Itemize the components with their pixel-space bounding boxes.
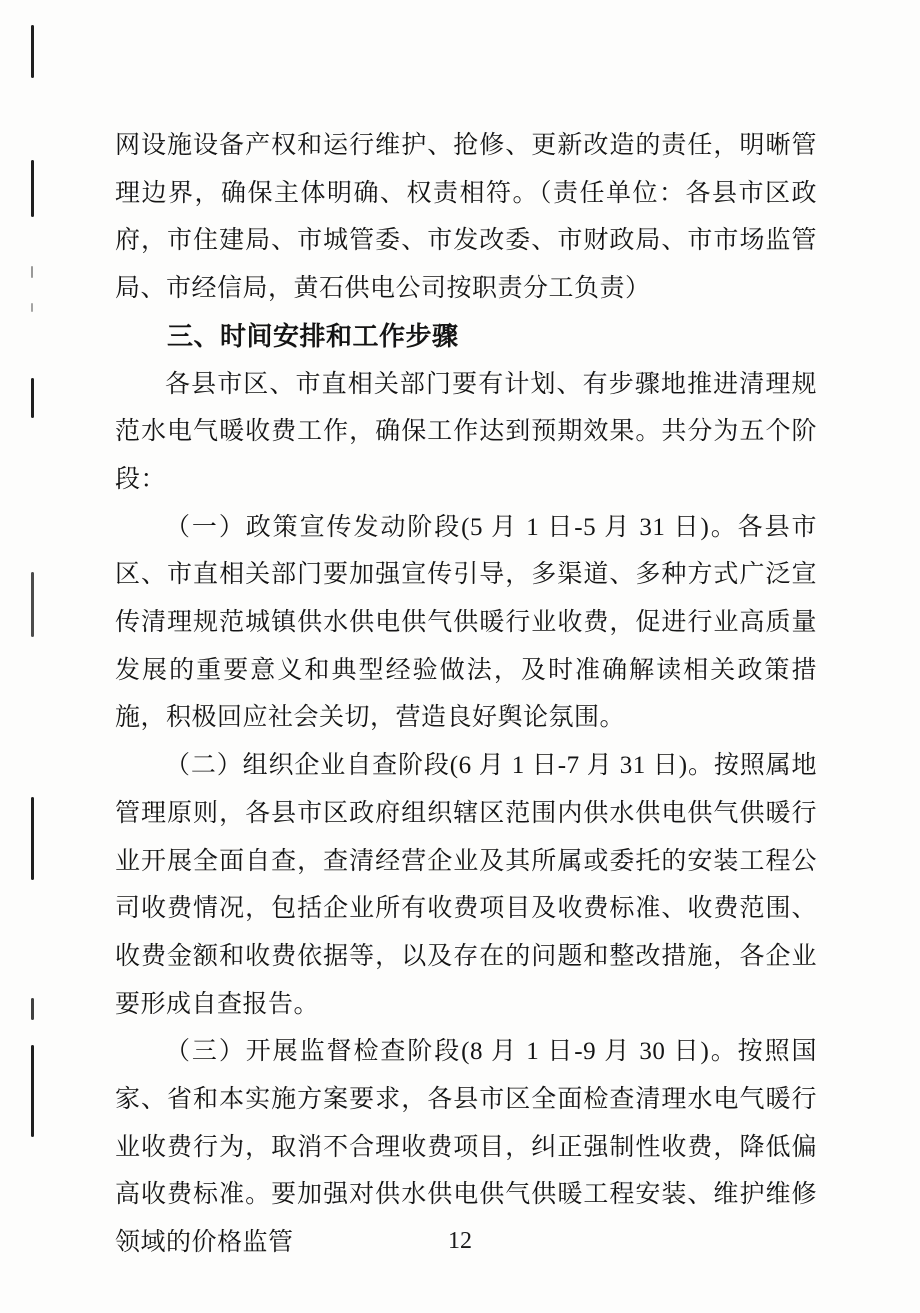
scan-streak <box>31 998 34 1020</box>
paragraph-continuation: 网设施设备产权和运行维护、抢修、更新改造的责任，明晰管理边界，确保主体明确、权责相符。（责任单位：各县市区政府，市住建局、市城管委、市发改委、市财政局、市市场监管局、市经信局，黄石供电公司按职责分工负责） <box>115 132 817 303</box>
scan-streak <box>31 266 33 278</box>
section-heading: 三、时间安排和工作步骤 <box>167 320 459 351</box>
scan-streak <box>31 572 34 637</box>
scan-streak <box>31 303 33 312</box>
paragraph-phase-3: （三）开展监督检查阶段(8 月 1 日-9 月 30 日)。按照国家、省和本实施方案要求，各县市区全面检查清理水电气暖行业收费行为，取消不合理收费项目，纠正强制性收费，降低偏高收费标准。要加强对供水供电供气供暖工程安装、维护维修领域的价格监管 <box>115 1038 817 1257</box>
paragraph-phase-1: （一）政策宣传发动阶段(5 月 1 日-5 月 31 日)。各县市区、市直相关部门要加强宣传引导，多渠道、多种方式广泛宣传清理规范城镇供水供电供气供暖行业收费，促进行业高质量发展的重要意义和典型经验做法，及时准确解读相关政策措施，积极回应社会关切，营造良好舆论氛围。 <box>115 513 817 732</box>
scan-streak <box>31 25 34 78</box>
paragraph-phase-2: （二）组织企业自查阶段(6 月 1 日-7 月 31 日)。按照属地管理原则，各县市区政府组织辖区范围内供水供电供气供暖行业开展全面自查，查清经营企业及其所属或委托的安装工程公司收费情况，包括企业所有收费项目及收费标准、收费范围、收费金额和收费依据等，以及存在的问题和整改措施，各企业要形成自查报告。 <box>115 752 817 1018</box>
document-body <box>115 122 817 1267</box>
scan-streak <box>31 378 34 418</box>
paragraph-intro: 各县市区、市直相关部门要有计划、有步骤地推进清理规范水电气暖收费工作，确保工作达到预期效果。共分为五个阶段： <box>115 370 817 493</box>
page-number: 12 <box>448 1228 472 1254</box>
scan-streak <box>31 1045 34 1137</box>
scan-streak <box>31 160 34 217</box>
scan-streak <box>31 797 34 880</box>
